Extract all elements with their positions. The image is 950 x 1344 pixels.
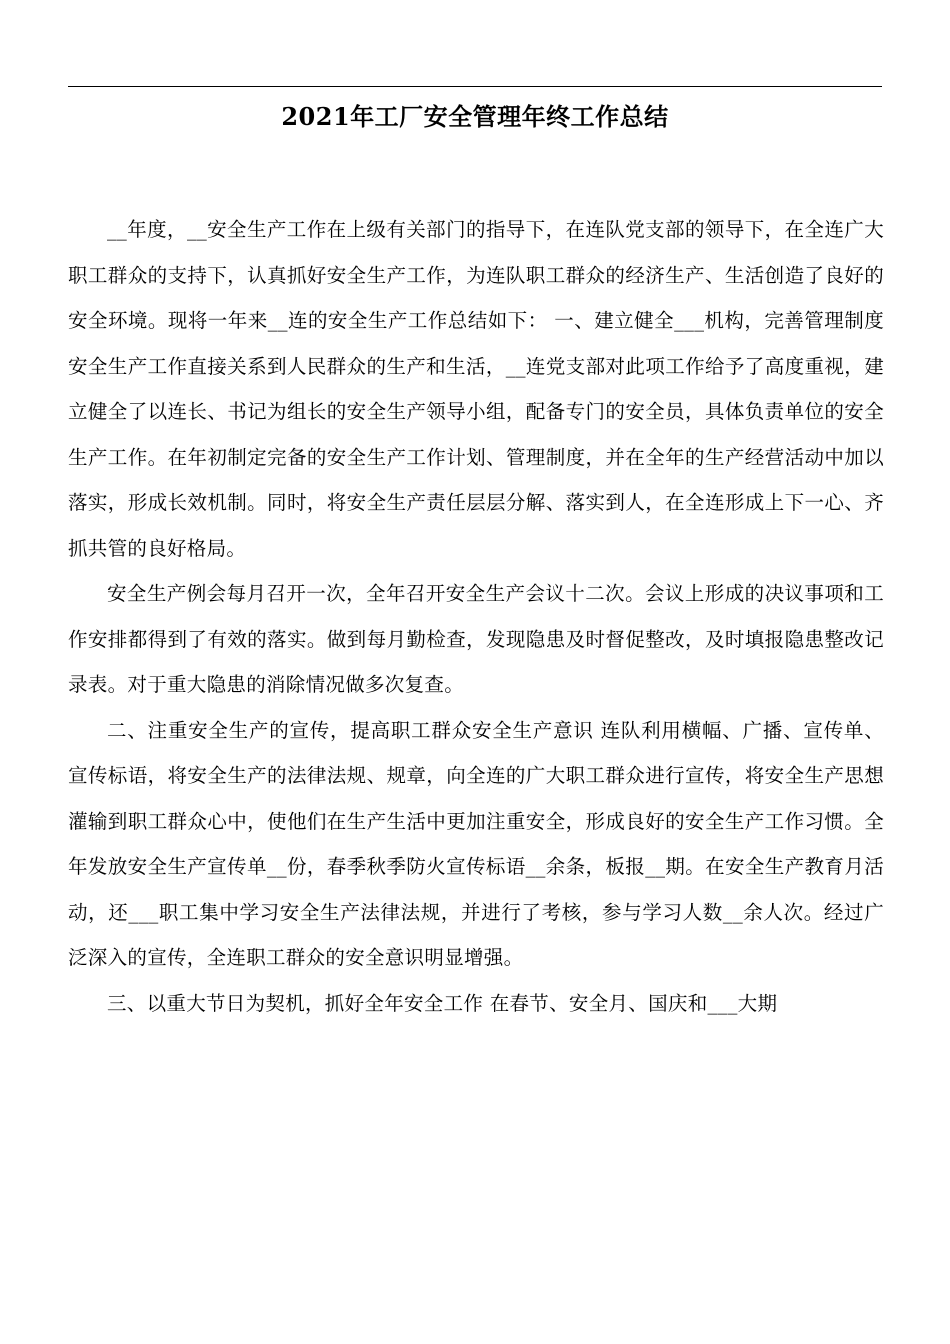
paragraph-holidays: 三、以重大节日为契机，抓好全年安全工作 在春节、安全月、国庆和___大期 <box>107 991 778 1015</box>
paragraph-publicity: 二、注重安全生产的宣传，提高职工群众安全生产意识 连队利用横幅、广播、宣传单、宣传标语，将安全生产的法律法规、规章，向全连的广大职工群众进行宣传，将安全生产思想灌输到职工群众心中，使他们在生产生活中更加注重安全，形成良好的安全生产工作习惯。全年发放安全生产宣传单__份，春季秋季防火宣传标语__余条，板报__期。在安全生产教育月活动，还___职工集中学习安全生产法律法规，并进行了考核，参与学习人数__余人次。经过广泛深入的宣传，全连职工群众的安全意识明显增强。 <box>68 718 884 969</box>
paragraph-meetings: 安全生产例会每月召开一次，全年召开安全生产会议十二次。会议上形成的决议事项和工作安排都得到了有效的落实。做到每月勤检查，发现隐患及时督促整改，及时填报隐患整改记录表。对于重大隐患的消除情况做多次复查。 <box>68 582 884 696</box>
document-title: 2021年工厂安全管理年终工作总结 <box>281 102 669 131</box>
document-body <box>68 207 884 1026</box>
paragraph-intro: __年度，__安全生产工作在上级有关部门的指导下，在连队党支部的领导下，在全连广大职工群众的支持下，认真抓好安全生产工作，为连队职工群众的经济生产、生活创造了良好的安全环境。现将一年来__连的安全生产工作总结如下： 一、建立健全___机构，完善管理制度 安全生产工作直接关系到人民群众的生产和生活，__连党支部对此项工作给予了高度重视，建立健全了以连长、书记为组长的安全生产领导小组，配备专门的安全员，具体负责单位的安全生产工作。在年初制定完备的安全生产工作计划、管理制度，并在全年的生产经营活动中加以落实，形成长效机制。同时，将安全生产责任层层分解、落实到人，在全连形成上下一心、齐抓共管的良好格局。 <box>68 218 884 560</box>
header-rule <box>68 86 882 87</box>
